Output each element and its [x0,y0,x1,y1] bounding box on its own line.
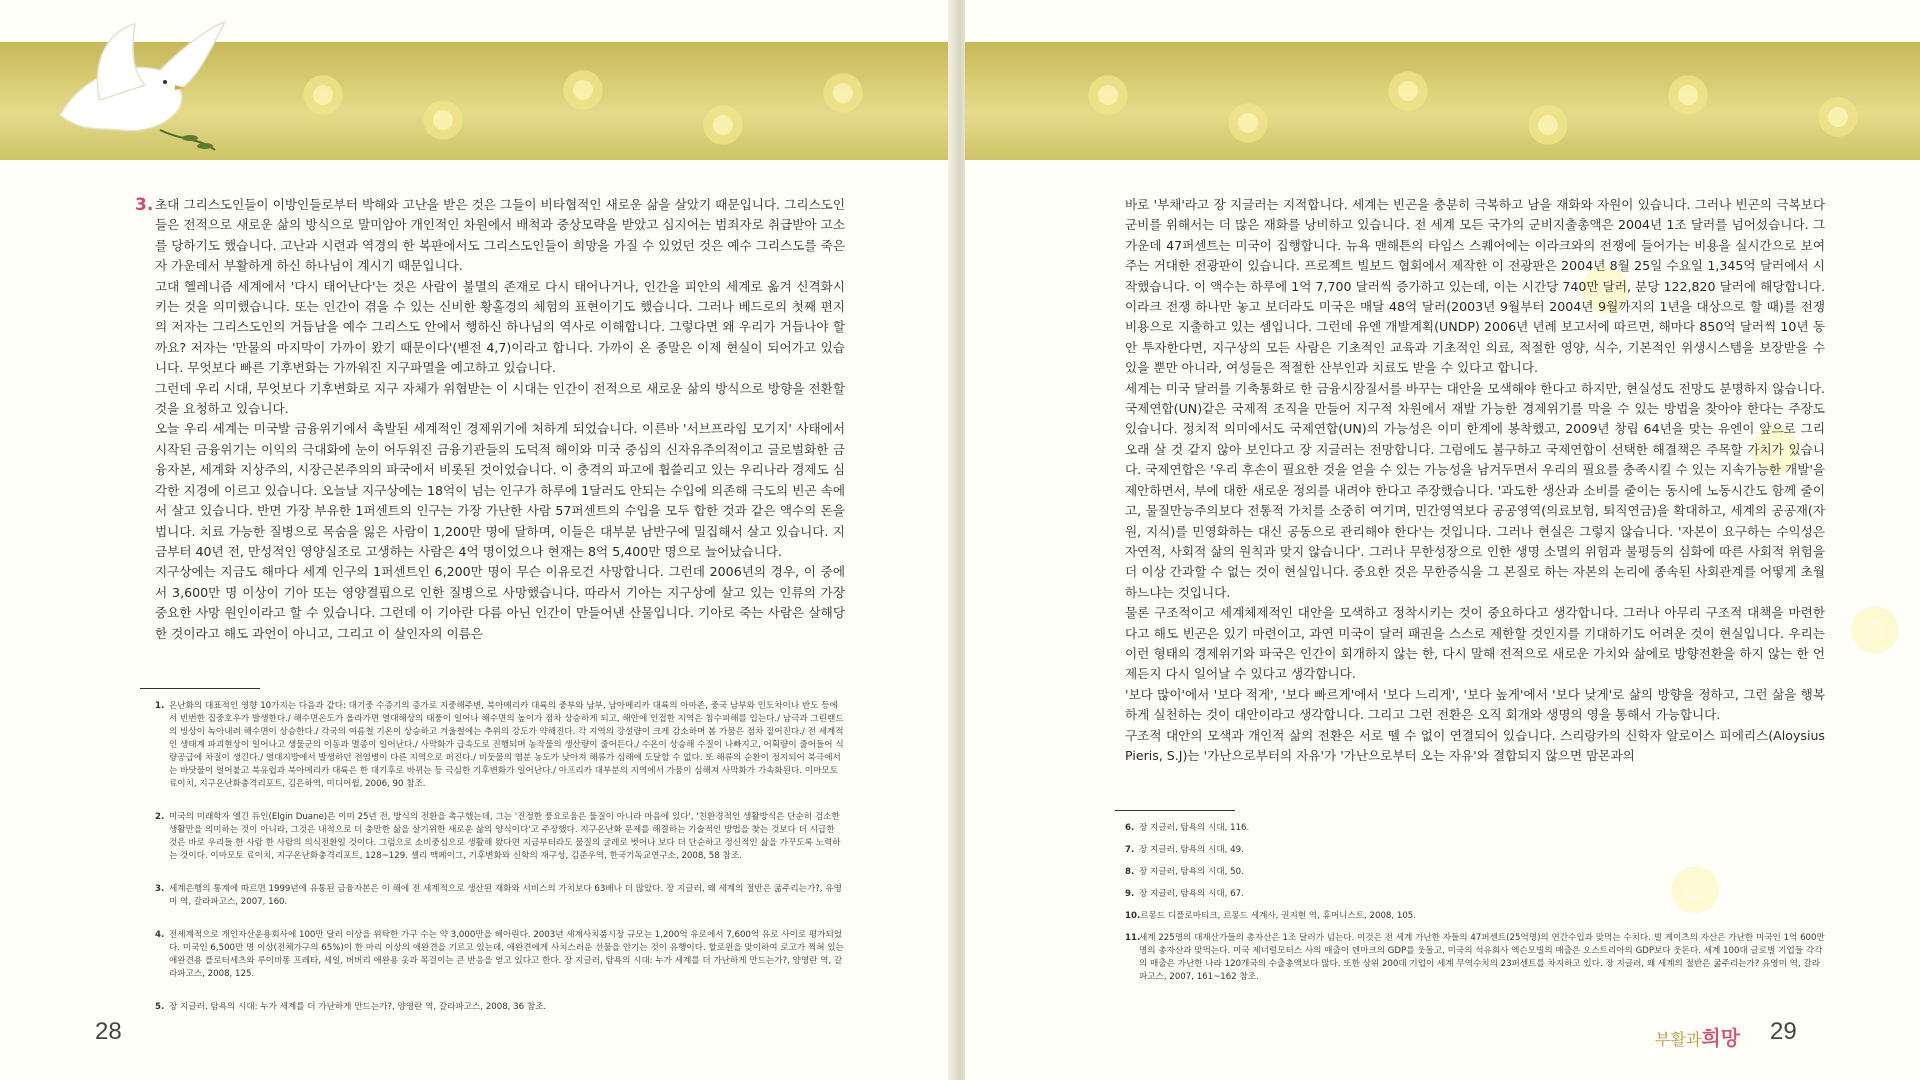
main-text-right [1125,195,1825,766]
footnote: 9. 장 지글러, 탐욕의 시대, 67. [1125,889,1244,899]
footnote-divider [1115,810,1235,811]
footnotes-left [155,700,845,1034]
footnote: 10. 르몽드 디플로마티크, 르몽드 세계사, 권지현 역, 휴머니스트, 2008, 105. [1125,911,1416,921]
decorative-floral-band [965,42,1920,160]
footnote: 6. 장 지글러, 탐욕의 시대, 116. [1125,823,1250,833]
paragraph: '보다 많이'에서 '보다 적게', '보다 빠르게'에서 '보다 느리게', '보다 높게'에서 '보다 낮게'로 삶의 방향을 정하고, 그런 삶을 행복하게 실천하는 것이 대안이라고 생각합니다. 그리고 그런 전환은 오직 회개와 생명의 영을 통해서 가능합니다. [1125,686,1825,723]
footnotes-right [1125,822,1825,993]
section-number: 3. [135,195,154,215]
footnote: 3. 세계은행의 통계에 따르면 1999년에 유통된 금융자본은 이 해에 전 세계적으로 생산된 재화와 서비스의 가치보다 63배나 더 많았다. 장 지글러, 왜 세계의 절반은 굶주리는가?, 유영미 역, 갈라파고스, 2007, 160. [155,884,842,907]
footnote: 1. 온난화의 대표적인 영향 10가지는 다음과 같다: 대기중 수증기의 증가로 지중해주변, 북아메리카 대륙의 중부와 남부, 남아메리카 대륙의 아마존, 중국 남부와 인도차이나 반도 등에서 빈번한 집중호우가 발생한다./ 해수면온도가 올라가면 열대해상의 태풍이 일어나 해수면의 높이가 점차 상승하게 되고, 해안에 인접한 지역은 침수피해를 입는다./ 남극과 그린랜드의 빙상이 녹아내려 해수면이 상승한다./ 각국의 여름철 기온이 상승하고 겨울철에는 추위의 강도가 약해진다. 각 지역의 강설량이 크게 감소하며 봄 가뭄은 점차 짙어진다./ 전 세계적인 생태계 파괴현상이 일어나고 생물군의 이동과 멸종이 일어난다./ 사막화가 급속도로 진행되며 농작물의 생산량이 줄어든다./ 수온이 상승해 수질이 나빠지고, 어획량이 줄어들어 식량공급에 차질이 생긴다./ 열대지방에서 발생하던 전염병이 다른 지역으로 퍼진다./ 비둣물의 염분 농도가 낮아져 해류가 심해에 도달할 수 없다. 또 해류의 순환이 정지되어 북극에서는 바닷물이 얼어붙고 북유럽과 북아메리카 대륙은 한 대기후로 바뀌는 등 극심한 기후변화가 일어난다./ 아프리카 대부분의 지역에서 가뭄이 심해져 사막화가 가속화된다. 이마모토 료이치, 지구온난화충격리포트, 김은하역, 미디어윌, 2006, 90 참조. [155,701,844,789]
paragraph: 구조적 대안의 모색과 개인적 삶의 전환은 서로 뗄 수 없이 연결되어 있습니다. 스리랑카의 신학자 알로이스 피에리스(Aloysius Pieris, S.J)는 '가난으로부터의 자유'가 '가난으로부터 오는 자유'와 결합되지 않으면 맘몬과의 [1125,727,1825,763]
footnote: 7. 장 지글러, 탐욕의 시대, 49. [1125,845,1244,855]
page-number-left: 28 [95,1018,122,1045]
page-number-right: 29 [1770,1018,1797,1045]
paragraph: 고대 헬레니즘 세계에서 '다시 태어난다'는 것은 사람이 불멸의 존재로 다시 태어나거나, 인간을 피안의 세계로 옮겨 신격화시키는 것을 의미했습니다. 또는 인간이 겪을 수 있는 신비한 황홀경의 체험의 표현이기도 했습니다. 그러나 베드로의 첫째 편지의 저자는 그리스도인의 거듭남을 예수 그리스도 안에서 행하신 하나님의 역사로 이해합니다. 그렇다면 왜 우리가 거듭나야 할까요? 저자는 '만물의 마지막이 가까이 왔기 때문이다'(벧전 4,7)이라고 합니다. 가까이 온 종말은 이제 현실이 되어가고 있습니다. 무엇보다 빠른 기후변화는 가까워진 지구파멸을 예고하고 있습니다. [155,278,845,376]
footnote: 8. 장 지글러, 탐욕의 시대, 50. [1125,867,1244,877]
left-page [0,0,955,1080]
footnote: 11. 세계 225명의 대재산가들의 총자산은 1조 달러가 넘는다. 이것은 전 세계 가난한 자들의 47퍼센트(25억명)의 연간수입과 맞먹는 수치다. 빌 게이츠의 자산은 가난한 미국인 1억 600만 명의 총자산과 맞먹는다. 미국 제너럴모터스 사의 매출이 덴마크의 GDP를 웃돌고, 미국의 석유회사 엑슨모빌의 매출은 오스트리아의 GDP보다 웃돈다. 세계 100대 글로벌 기업들 각각의 매출은 가난한 나라 120개국의 수출총액보다 많다. 또한 상위 200대 기업이 세계 무역수치의 23퍼센트를 차지하고 있다. 장 지글러, 왜 세계의 절반은 굶주리는가? 유영미 역, 갈라파고스, 2007, 161~162 참조. [1125,933,1825,982]
paragraph: 물론 구조적이고 세계체제적인 대안을 모색하고 정착시키는 것이 중요하다고 생각합니다. 그러나 아무리 구조적 대책을 마련한다고 해도 빈곤은 있기 마련이고, 과연 미국이 달러 패권을 스스로 제한할 것인지를 기대하기도 어려운 것이 현실입니다. 우리는 이런 형태의 경제위기와 파국은 인간이 회개하지 않는 한, 다시 말해 전적으로 새로운 가치와 삶에로 방향전환을 하지 않는 한 언제든지 다시 일어날 수 있다고 생각합니다. [1125,605,1825,682]
footnote: 4. 전세계적으로 개인자산운용회사에 100만 달러 이상을 위탁한 가구 수는 약 3,000만을 헤아린다. 2003년 세계사치품시장 규모는 1,200억 유로에서 7,600억 유로 사이로 평가되었다. 미국인 6,500만 명 이상(전체가구의 65%)이 한 마리 이상의 애완견을 기르고 있는데, 애완견에게 사치스러운 선물을 안기는 것이 유행이다. 할로윈을 맞이하여 로고가 찍혀 있는 애완견용 플로터세츠와 루이비똥 프레타, 세일, 버버리 애완용 옷과 목걸이는 큰 반응을 얻고 있다고 한다. 장 지글러, 탐욕의 시대: 누가 세계를 더 가난하게 만드는가?, 양영란 역, 갈라파고스, 2008, 125. [155,930,844,979]
footnote-divider [140,688,260,689]
paragraph: 지구상에는 지금도 해마다 세계 인구의 1퍼센트인 6,200만 명이 무슨 이유로건 사망합니다. 그런데 2006년의 경우, 이 중에서 3,600만 명 이상이 기아 또는 영양결핍으로 인한 질병으로 사망했습니다. 따라서 기아는 지구상에 살고 있는 인류의 가장 중요한 사망 원인이라고 할 수 있습니다. 그런데 이 기아란 다름 아닌 인간이 만들어낸 산물입니다. 기아로 죽는 사람은 살해당한 것이라고 해도 과언이 아니고, 그리고 이 살인자의 이름은 [155,564,845,641]
paragraph: 그런데 우리 시대, 무엇보다 기후변화로 지구 자체가 위협받는 이 시대는 인간이 전적으로 새로운 삶의 방식으로 방향을 전환할 것을 요청하고 있습니다. [155,380,845,417]
main-text-left [135,195,845,644]
magazine-logo: 부활과희망 [1655,1026,1741,1050]
paragraph: 초대 그리스도인들이 이방인들로부터 박해와 고난을 받은 것은 그들이 비타협적인 새로운 삶을 살았기 때문입니다. 그리스도인들은 전적으로 새로운 삶의 방식으로 말미암아 개인적인 차원에서 배척과 중상모략을 받았고 심지어는 범죄자로 취급받아 고소를 당하기도 했습니다. 고난과 시련과 역경의 한 복판에서도 그리스도인들이 희망을 가질 수 있었던 것은 예수 그리스도를 죽은 자 가운데서 부활하게 하신 하나님이 계시기 때문입니다. [155,197,845,274]
paragraph: 바로 '부채'라고 장 지글러는 지적합니다. 세계는 빈곤을 충분히 극복하고 남을 재화와 자원이 있습니다. 그러나 빈곤의 극복보다 군비를 위해서는 더 많은 재화를 낭비하고 있습니다. 전 세계 모든 국가의 군비지출총액은 2004년 1조 달러를 넘어섰습니다. 그 가운데 47퍼센트는 미국이 집행합니다. 뉴욕 맨해튼의 타임스 스퀘어에는 이라크와의 전쟁에 들어가는 비용을 실시간으로 보여주는 거대한 전광판이 있습니다. 프로젝트 빌보드 협회에서 제작한 이 전광판은 2004년 8월 25일 수요일 1,345억 달러에서 시작했습니다. 이 액수는 하루에 1억 7,700 달러씩 증가하고 있는데, 이는 시간당 740만 달러, 분당 122,820 달러에 해당합니다. 이라크 전쟁 하나만 놓고 보더라도 미국은 매달 48억 달러(2003년 9월부터 2004년 9월까지의 1년을 대상으로 할 때)를 전쟁비용으로 지출하고 있는 셈입니다. 그런데 유엔 개발계획(UNDP) 2006년 년례 보고서에 따르면, 해마다 850억 달러씩 10년 동안 투자한다면, 지구상의 모든 사람은 기초적인 교육과 기초적인 의료, 적절한 영양, 식수, 기본적인 위생시스템을 보장받을 수 있을 뿐만 아니라, 여성들은 적절한 산부인과 치료도 받을 수 있다고 합니다. [1125,197,1825,376]
footnote: 5. 장 지글러, 탐욕의 시대: 누가 세계를 더 가난하게 만드는가?, 양영란 역, 갈라파고스, 2008, 36 참조. [155,1002,547,1012]
dove-illustration [40,20,230,170]
paragraph: 오늘 우리 세계는 미국발 금융위기에서 촉발된 세계적인 경제위기에 처하게 되었습니다. 이른바 '서브프라임 모기지' 사태에서 시작된 금융위기는 이익의 극대화에 눈이 어두워진 금융기관들의 도덕적 해이와 미국 중심의 신자유주의적이고 글로벌화한 금융자본, 세계화 지상주의, 시장근본주의의 파국에서 비롯된 것이었습니다. 이 충격의 파고에 휩쓸리고 있는 우리나라 경제도 심각한 지경에 이르고 있습니다. 오늘날 지구상에는 18억이 넘는 인구가 하루에 1달러도 안되는 수입에 의존해 극도의 빈곤 속에서 살고 있습니다. 반면 가장 부유한 1퍼센트의 인구는 가장 가난한 사람 57퍼센트의 수입을 모두 합한 것과 같은 액수의 돈을 법니다. 치료 가능한 질병으로 목숨을 잃은 사람이 1,200만 명에 달하며, 이들은 대부분 남반구에 밀집해서 살고 있습니다. 지금부터 40년 전, 만성적인 영양실조로 고생하는 사람은 4억 명이었으나 현재는 8억 5,400만 명으로 늘어났습니다. [155,421,845,559]
footnote: 2. 미국의 미래학자 엘긴 듀인(Elgin Duane)은 이미 25년 전, 방식의 전환을 촉구했는데, 그는 '진정한 풍요로움은 물질이 아니라 마음에 있다', '친환경적인 생활방식은 단순히 검소한 생활만을 의미하는 것이 아니라, 그것은 내적으로 더 충만한 삶을 살기위한 새로운 삶의 양식이다'고 주장했다. 지구온난화 문제를 해결하는 기술적인 방법을 찾는 것보다 더 시급한 것은 바로 우리들 한 사람 한 사람의 의식전환일 것이다. 그럼으로 소비중심으로 생활해 왔다면 지금부터라도 물질의 굴레로 벗어나 보다 더 단순하고 정신적인 삶을 가꾸도록 노력하는 것이다. 이마모토 료이치, 지구온난화충격리포트, 128~129. 셸리 맥페이그, 기후변화와 신학의 재구성, 김준우역, 한국기독교연구소, 2008, 58 참조. [155,812,841,861]
paragraph: 세계는 미국 달러를 기축통화로 한 금융시장질서를 바꾸는 대안을 모색해야 한다고 하지만, 현실성도 전망도 분명하지 않습니다. 국제연합(UN)같은 국제적 조직을 만들어 지구적 차원에서 재발 가능한 경제위기를 막을 수 있는 방법을 찾아야 한다는 주장도 있습니다. 정치적 의미에서도 국제연합(UN)의 가능성은 이미 한계에 봉착했고, 2009년 창립 64년을 맞는 유엔이 앞으로 그리 오래 살 것 같지 않아 보인다고 장 지글러는 전망합니다. 그럼에도 불구하고 국제연합이 선택한 해결책은 주목할 가치가 있습니다. 국제연합은 '우리 후손이 필요한 것을 얻을 수 있는 가능성을 남겨두면서 우리의 필요를 충족시킬 수 있는 지속가능한 개발'을 제안하면서, 부에 대한 새로운 정의를 내려야 한다고 주장했습니다. '과도한 생산과 소비를 줄이는 동시에 노동시간도 함께 줄이고, 물질만능주의보다 전통적 가치를 소중히 여기며, 민간영역보다 공공영역(의료보험, 퇴직연금)을 확대하고, 세계의 공공재(자원, 지식)를 민영화하는 대신 공동으로 관리해야 한다'는 것입니다. 그러나 현실은 그렇지 않습니다. '자본이 요구하는 수익성은 자연적, 사회적 삶의 원칙과 맞지 않습니다'. 그러나 무한성장으로 인한 생명 소멸의 위험과 불평등의 심화에 따른 사회적 위험을 더 이상 간과할 수 없는 것이 현실입니다. 중요한 것은 무한증식을 그 본질로 하는 자본의 논리에 종속된 사회관계를 어떻게 초월하느냐는 것입니다. [1125,380,1825,600]
